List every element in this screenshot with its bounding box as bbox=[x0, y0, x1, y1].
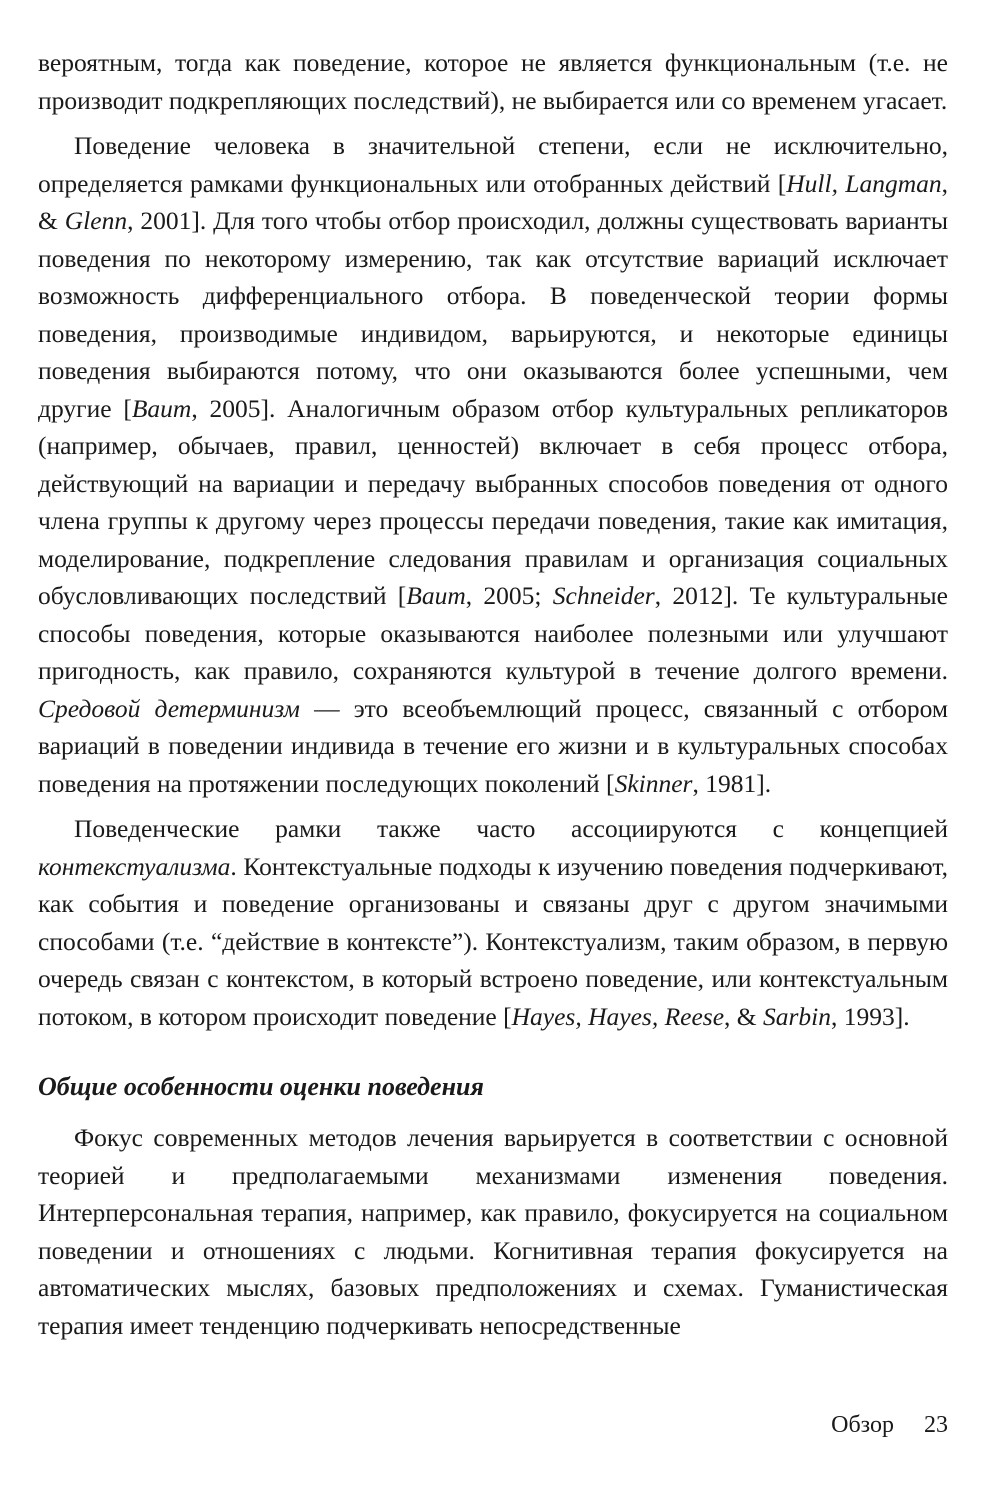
text-segment: — это всеобъемлющий процесс, связанный с отбором вариаций в поведении индивида в течение его жизни и в культуральных способах поведения на протяжении последующих поколений [ bbox=[38, 693, 948, 798]
text-segment: Фокус современных методов лечения варьируется в соответствии с основной теорией и предполагаемыми механизмами изменения поведения. Интерперсональная терапия, например, как правило, фокусируется на социальном поведении и отношениях с людьми. Когнитивная терапия фокусируется на автоматических мыслях, базовых предположениях и схемах. Гуманистическая терапия имеет тенденцию подчеркивать непосредственные bbox=[38, 1123, 948, 1340]
text-segment: , 2001]. Для того чтобы отбор происходил, должны существовать варианты поведения по некоторому измерению, так как отсутствие вариаций исключает возможность дифференциального отбора. В поведенческой теории формы поведения, производимые индивидом, варьируются, и некоторые единицы поведения выбираются потому, что они оказываются более успешными, чем другие [ bbox=[38, 206, 948, 423]
running-footer-section: Обзор bbox=[831, 1412, 894, 1438]
text-segment: , & bbox=[38, 168, 948, 235]
text-segment: Поведенческие рамки также часто ассоциируются с концепцией bbox=[74, 814, 948, 843]
text-segment: , 2005]. Аналогичным образом отбор культуральных репликаторов (например, обычаев, правил, ценностей) включает в себя процесс отбора, действующий на вариации и передачу выбранных способов поведения от одного члена группы к другому через процессы передачи поведения, такие как имитация, моделирование, подкрепление следования правилам и организация социальных обусловливающих последствий [ bbox=[38, 393, 948, 610]
italic-text: Skinner bbox=[614, 768, 693, 798]
page-number: 23 bbox=[924, 1412, 948, 1438]
italic-text: Средовой детерминизм bbox=[38, 693, 300, 723]
text-segment: Поведение человека в значительной степени, если не исключительно, определяется рамками функциональных или отобранных действий [ bbox=[38, 131, 948, 198]
paragraph bbox=[38, 1119, 948, 1344]
paragraph bbox=[38, 127, 948, 802]
section-heading: Общие особенности оценки поведения bbox=[38, 1072, 484, 1101]
paragraph bbox=[38, 44, 948, 119]
text-segment: , & bbox=[724, 1001, 763, 1031]
body-text-before-heading bbox=[38, 44, 948, 1035]
text-segment: . Контекстуальные подходы к изучению поведения подчеркивают, как события и поведение организованы и связаны друг с другом значимыми способами (т.е. “действие в контексте”). Контекстуализм, таким образом, в первую очередь связан с контекстом, в который встроено поведение, или контекстуальным потоком, в котором происходит поведение [ bbox=[38, 851, 948, 1031]
italic-text: Baum bbox=[131, 393, 192, 423]
italic-text: Glenn bbox=[64, 206, 128, 235]
page-footer bbox=[831, 1412, 948, 1439]
text-segment: , 1993]. bbox=[831, 1001, 910, 1031]
text-segment: , 2012]. Те культуральные способы поведения, которые оказываются наиболее полезными или улучшают пригодность, как правило, сохраняются культурой в течение долгого времени. bbox=[38, 581, 948, 685]
italic-text: контекстуализма bbox=[38, 851, 231, 881]
italic-text: Hayes, Hayes, Reese bbox=[511, 1001, 725, 1031]
text-segment: , 1981]. bbox=[692, 768, 772, 798]
italic-text: Sarbin bbox=[763, 1001, 832, 1031]
book-page bbox=[38, 44, 948, 1344]
italic-text: Schneider bbox=[552, 581, 655, 610]
italic-text: Hull, Langman bbox=[786, 168, 942, 198]
body-text-after-heading bbox=[38, 1119, 948, 1344]
italic-text: Baum bbox=[406, 581, 466, 610]
paragraph bbox=[38, 810, 948, 1035]
text-segment: вероятным, тогда как поведение, которое не является функциональным (т.е. не производит подкрепляющих последствий), не выбирается или со временем угасает. bbox=[38, 48, 948, 115]
text-segment: , 2005; bbox=[465, 581, 553, 610]
